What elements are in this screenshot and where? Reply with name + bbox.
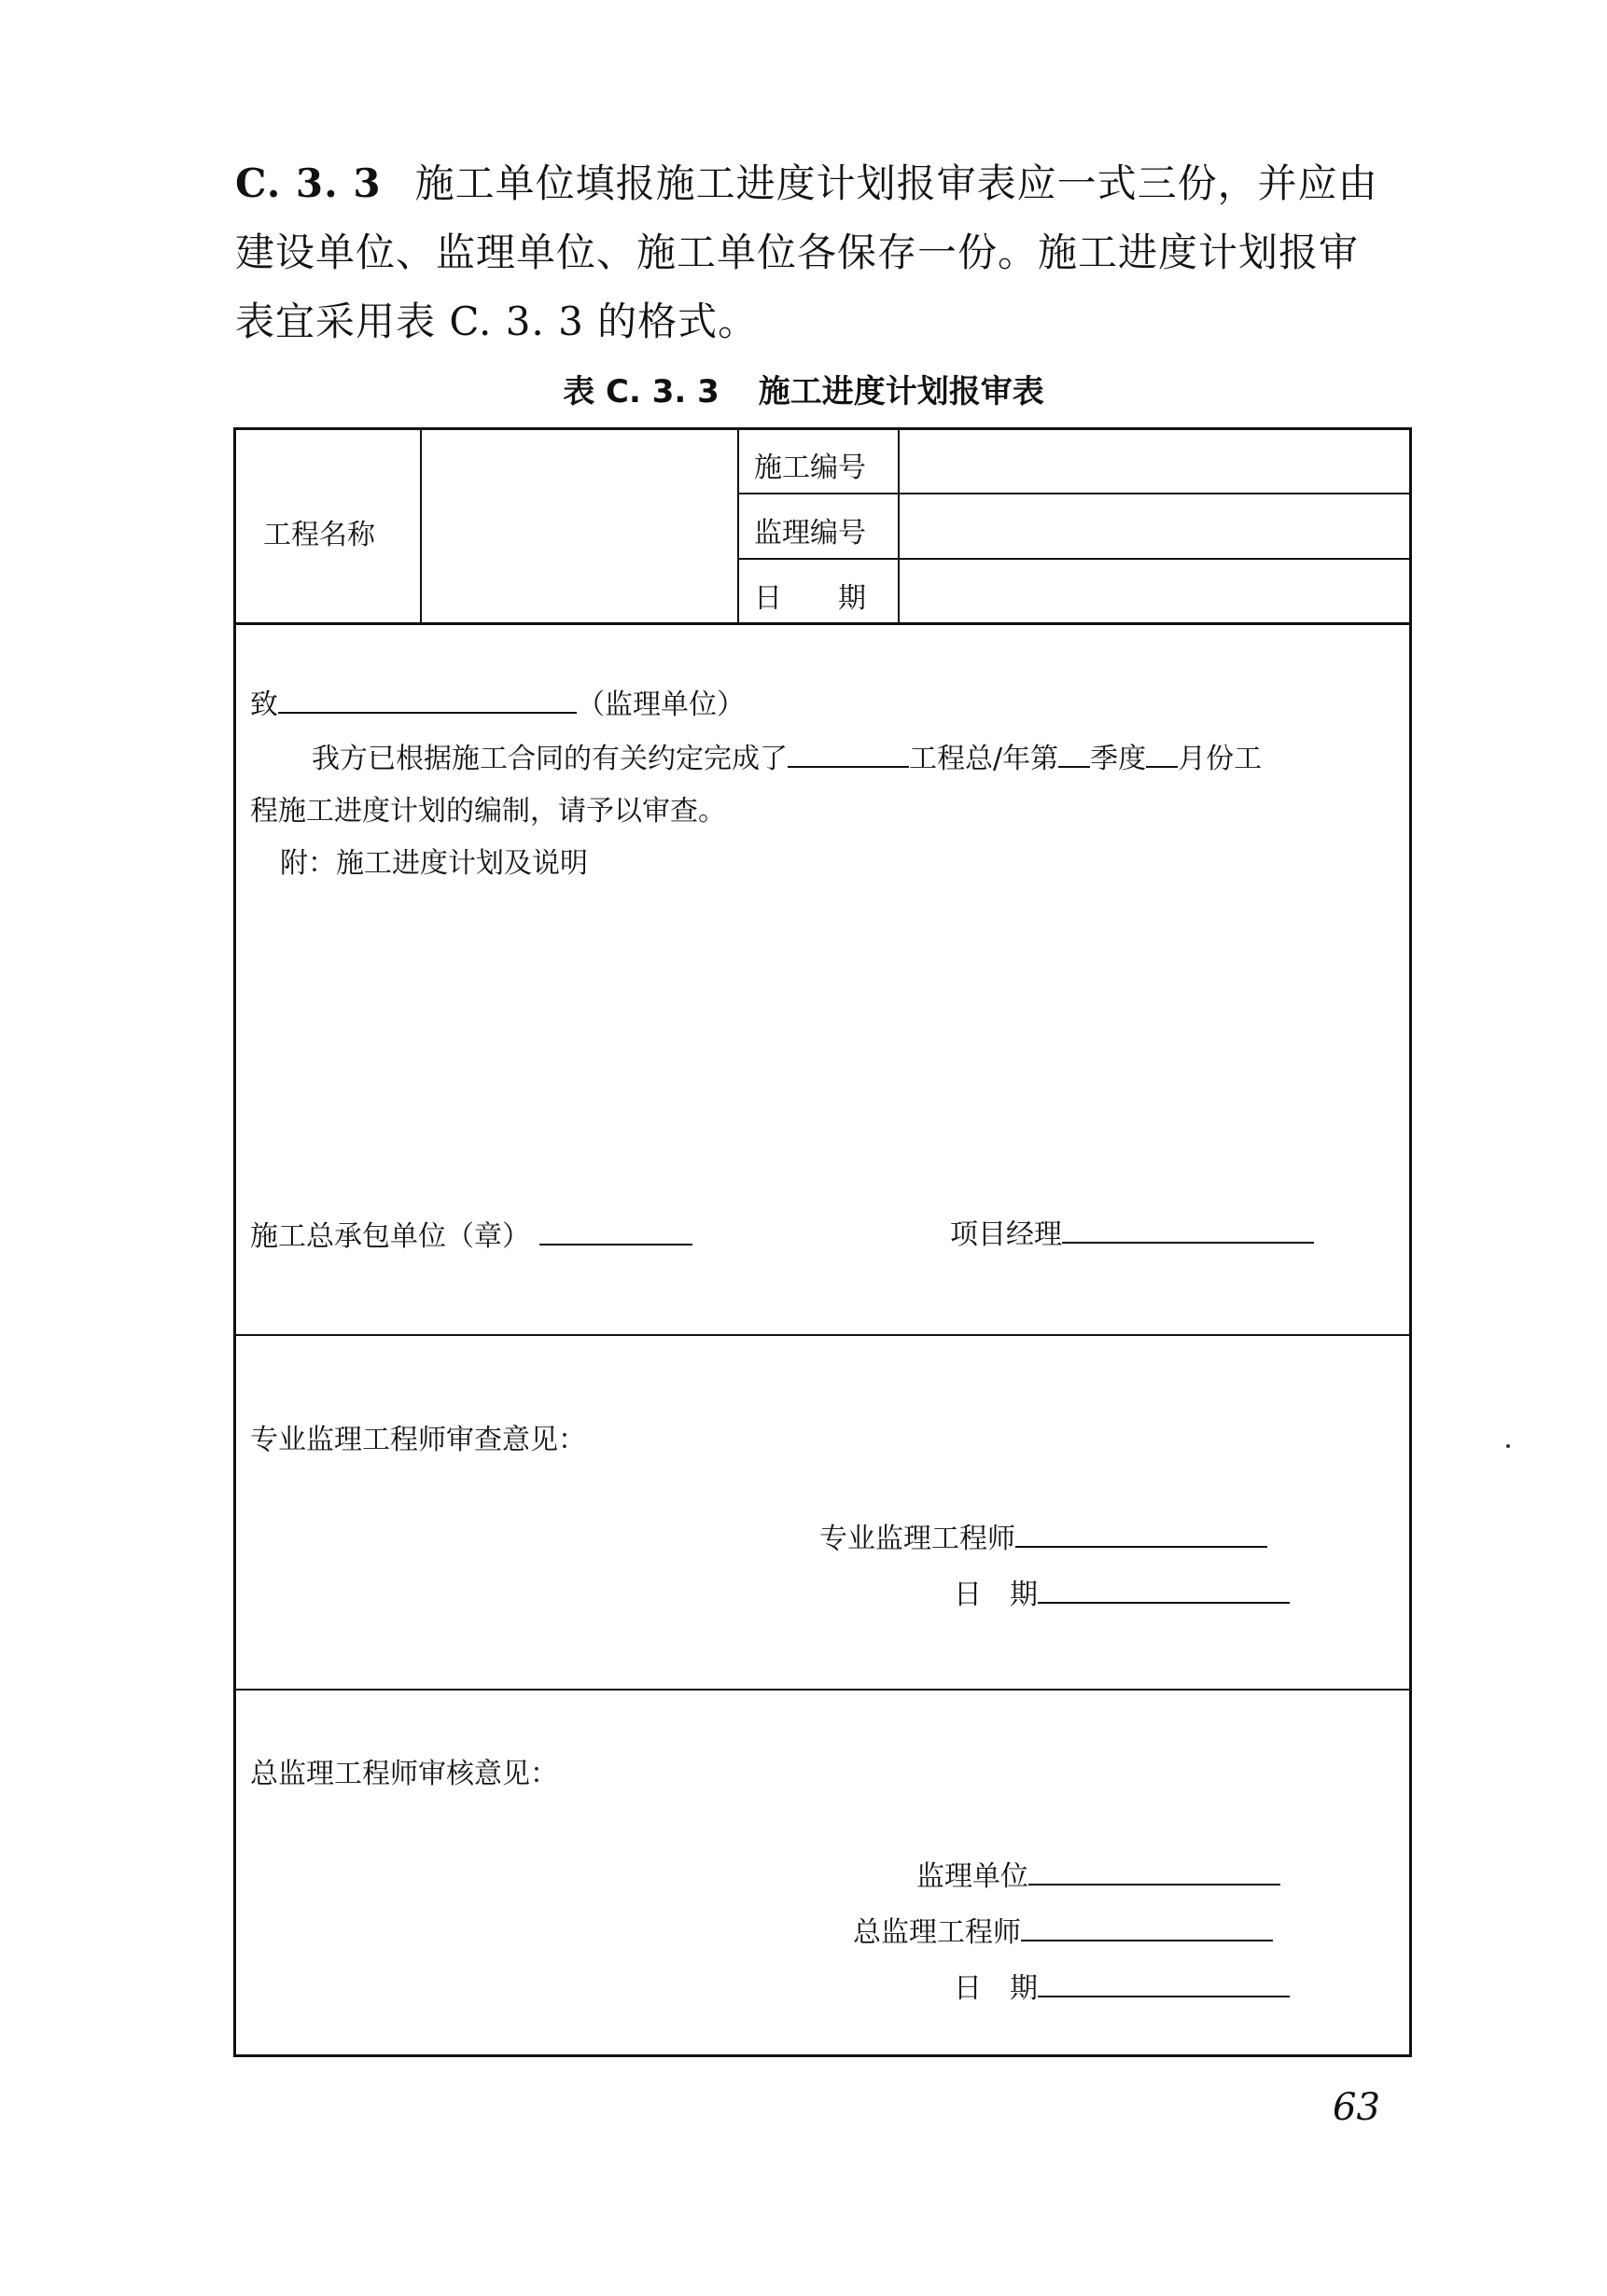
review-opinion-title: 专业监理工程师审查意见：	[250, 1424, 586, 1456]
section-divider-2	[233, 1689, 1412, 1691]
header-divider-3	[898, 427, 900, 623]
form-border-left	[233, 427, 236, 2057]
project-blank[interactable]	[788, 765, 909, 768]
to-label: 致	[250, 689, 278, 721]
intro-line-2: 建设单位、监理单位、施工单位各保存一份。施工进度计划报审	[235, 230, 1360, 275]
addressee-line	[250, 681, 745, 722]
chief-blank[interactable]	[1021, 1939, 1273, 1941]
page-number: 63	[1333, 2086, 1380, 2129]
contractor-signature: 施工总承包单位（章）	[250, 1213, 692, 1254]
month-blank[interactable]	[1146, 765, 1178, 768]
clause-number: C. 3. 3	[235, 160, 382, 206]
section-divider-1	[233, 1334, 1412, 1336]
unit-signature: 监理单位	[916, 1853, 1280, 1894]
chief-signature: 总监理工程师	[853, 1909, 1273, 1950]
table-number: 表 C. 3. 3	[563, 373, 720, 410]
table-caption	[0, 366, 1607, 411]
statement-line-2: 程施工进度计划的编制，请予以审查。	[250, 795, 726, 828]
manager-blank[interactable]	[1062, 1241, 1314, 1244]
supervision-no-value[interactable]	[901, 496, 1407, 556]
engineer-blank[interactable]	[1015, 1545, 1267, 1548]
engineer-signature: 专业监理工程师	[819, 1515, 1267, 1556]
statement-line-1: 我方已根据施工合同的有关约定完成了 工程总/年第 季度 月份工	[312, 743, 1263, 775]
chief-date: 日 期	[954, 1965, 1290, 2006]
supervisor-unit-blank[interactable]	[278, 711, 577, 714]
header-bottom-line	[233, 622, 1412, 625]
to-suffix: （监理单位）	[577, 689, 745, 721]
date-value[interactable]	[901, 562, 1407, 621]
unit-blank[interactable]	[1028, 1883, 1280, 1886]
chief-opinion-title: 总监理工程师审核意见：	[250, 1758, 558, 1790]
construction-no-value[interactable]	[901, 431, 1407, 491]
contractor-blank[interactable]	[539, 1243, 692, 1245]
header-row-line-2	[737, 558, 1411, 560]
intro-paragraph	[235, 149, 1420, 356]
quarter-blank[interactable]	[1058, 765, 1090, 768]
project-name-label: 工程名称	[263, 519, 375, 551]
header-divider-2	[737, 427, 739, 623]
construction-no-label: 施工编号	[754, 452, 866, 484]
form-border-bottom	[233, 2054, 1412, 2057]
header-row-line-1	[737, 493, 1411, 494]
supervision-no-label: 监理编号	[754, 517, 866, 550]
header-divider-1	[420, 427, 422, 623]
project-name-value[interactable]	[424, 431, 735, 621]
approval-form	[233, 427, 1412, 2057]
form-border-top	[233, 427, 1412, 430]
attachment-note: 附：施工进度计划及说明	[280, 847, 588, 880]
chief-date-blank[interactable]	[1038, 1995, 1290, 1997]
form-border-right	[1409, 427, 1412, 2057]
manager-signature: 项目经理	[950, 1211, 1314, 1252]
review-date: 日 期	[954, 1571, 1290, 1612]
intro-line-1: C. 3. 3 施工单位填报施工进度计划报审表应一式三份，并应由	[235, 160, 1378, 206]
date-label: 日 期	[754, 582, 866, 615]
table-title: 施工进度计划报审表	[758, 373, 1044, 410]
review-date-blank[interactable]	[1038, 1601, 1290, 1604]
scan-speck	[1506, 1444, 1510, 1448]
intro-line-3: 表宜采用表 C. 3. 3 的格式。	[235, 299, 759, 344]
